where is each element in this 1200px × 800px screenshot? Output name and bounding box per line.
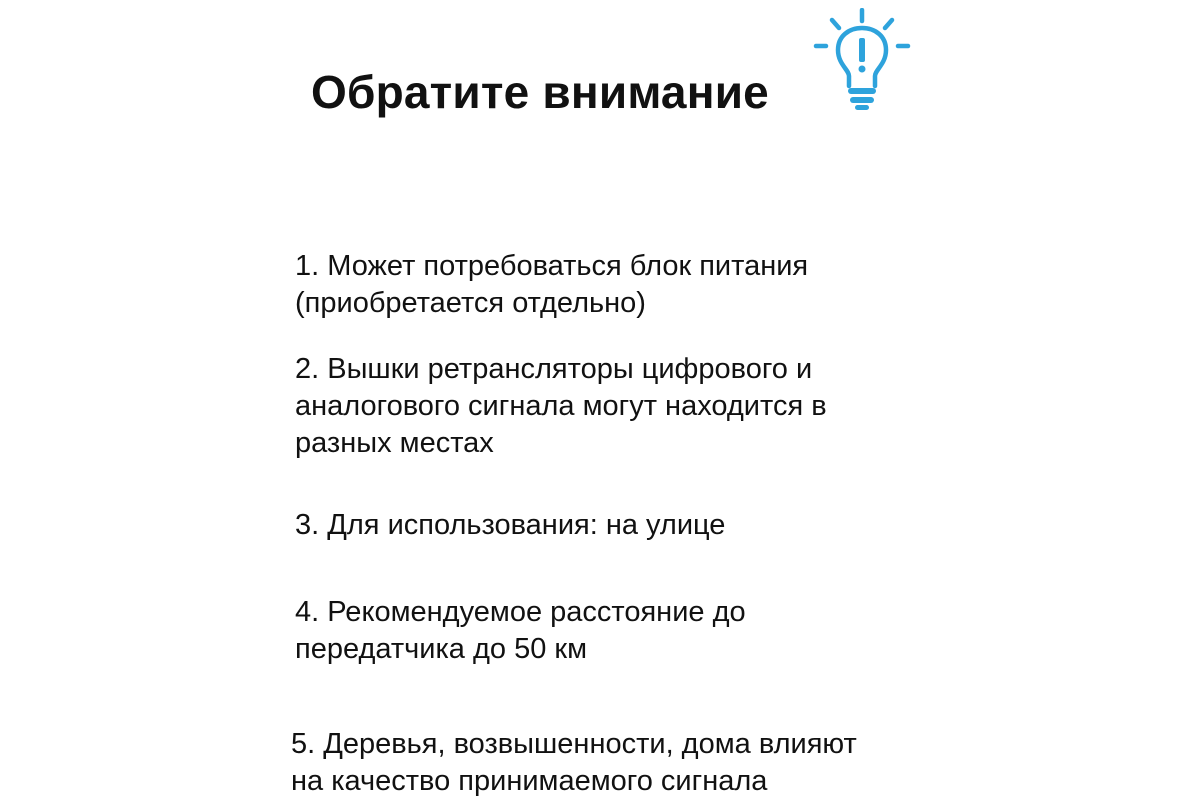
note-line: 2. Вышки ретрансляторы цифрового и: [295, 353, 813, 385]
note-item-2: [295, 351, 827, 462]
lightbulb-exclamation-icon: [812, 8, 912, 112]
note-line: 3. Для использования: на улице: [295, 509, 726, 541]
note-item-3: [295, 507, 725, 544]
note-item-1: [295, 248, 808, 322]
note-line: 1. Может потребоваться блок питания: [295, 250, 809, 282]
note-line: передатчика до 50 км: [295, 633, 588, 665]
note-line: аналогового сигнала могут находится в: [295, 390, 827, 422]
note-line: 4. Рекомендуемое расстояние до: [295, 596, 746, 628]
note-item-5: [291, 726, 857, 800]
note-line: на качество принимаемого сигнала: [291, 765, 768, 797]
note-line: разных местах: [295, 427, 494, 459]
page-title: Обратите внимание: [311, 66, 769, 118]
note-line: (приобретается отдельно): [295, 287, 646, 319]
note-line: 5. Деревья, возвышенности, дома влияют: [291, 728, 857, 760]
note-item-4: [295, 594, 746, 668]
